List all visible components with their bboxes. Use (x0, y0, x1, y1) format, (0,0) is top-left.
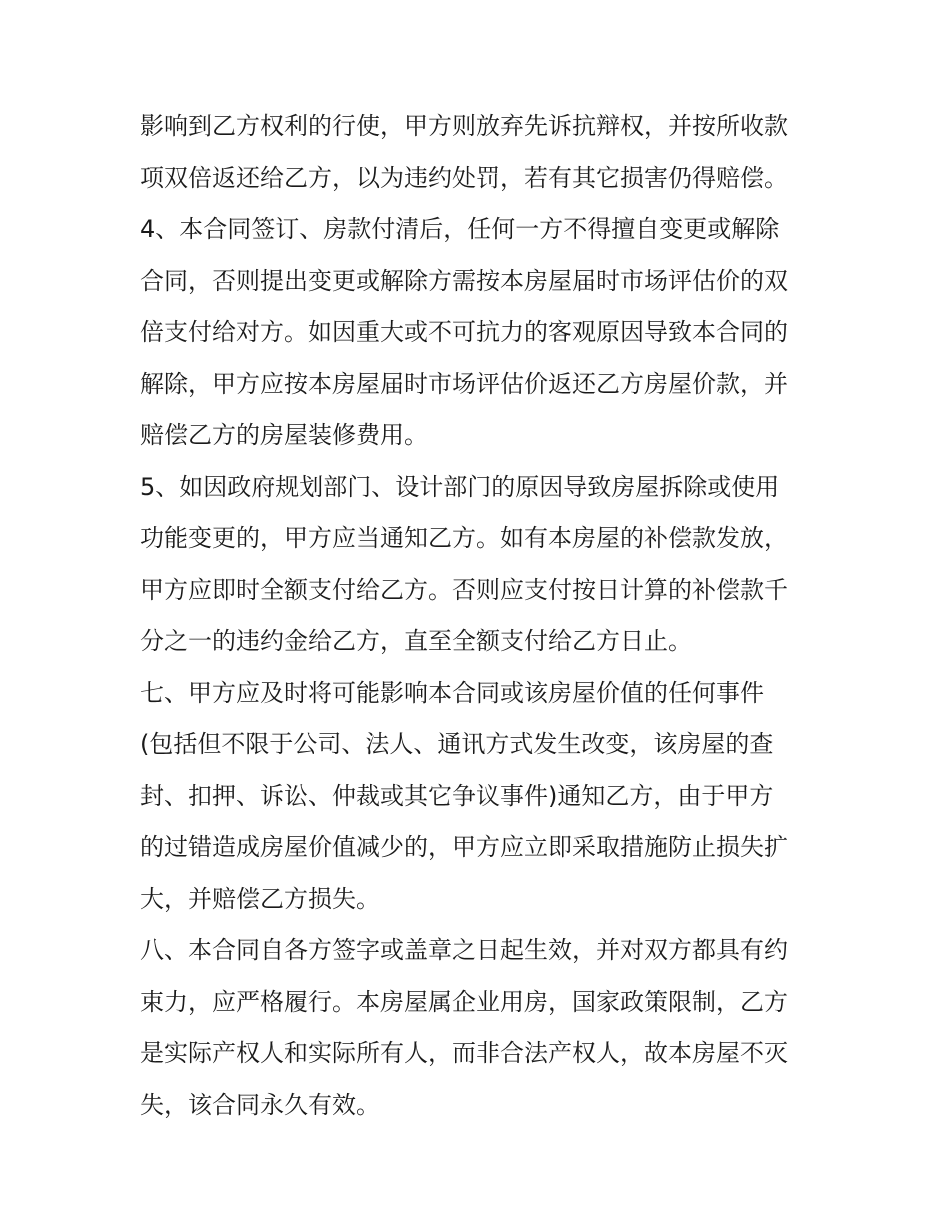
text-line: 大，并赔偿乙方损失。 (140, 884, 380, 913)
text-line: 项双倍返还给乙方，以为违约处罚，若有其它损害仍得赔偿。 (140, 163, 788, 192)
text-line: 5、如因政府规划部门、设计部门的原因导致房屋拆除或使用 (140, 472, 780, 501)
text-line: 分之一的违约金给乙方，直至全额支付给乙方日止。 (140, 627, 692, 655)
text-line: 八、本合同自各方签字或盖章之日起生效，并对双方都具有约 (140, 936, 788, 964)
text-line: 4、本合同签订、房款付清后，任何一方不得擅自变更或解除 (140, 215, 780, 243)
text-line: 赔偿乙方的房屋装修费用。 (140, 421, 428, 449)
text-line: 的过错造成房屋价值减少的，甲方应立即采取措施防止损失扩 (140, 833, 788, 861)
text-line: 解除，甲方应按本房屋届时市场评估价返还乙方房屋价款，并 (140, 369, 788, 398)
text-line: 甲方应即时全额支付给乙方。否则应支付按日计算的补偿款千 (140, 575, 788, 604)
text-line: 七、甲方应及时将可能影响本合同或该房屋价值的任何事件 (140, 678, 764, 707)
text-line: 失，该合同永久有效。 (140, 1090, 380, 1119)
contract-text-body (140, 101, 820, 1131)
text-line: 倍支付给对方。如因重大或不可抗力的客观原因导致本合同的 (140, 318, 788, 346)
text-line: 是实际产权人和实际所有人，而非合法产权人，故本房屋不灭 (140, 1039, 788, 1067)
text-line: 影响到乙方权利的行使，甲方则放弃先诉抗辩权，并按所收款 (140, 112, 788, 140)
text-line: 封、扣押、诉讼、仲裁或其它争议事件)通知乙方，由于甲方 (140, 781, 774, 810)
text-line: 功能变更的，甲方应当通知乙方。如有本房屋的补偿款发放， (140, 524, 788, 552)
text-line: (包括但不限于公司、法人、通讯方式发生改变，该房屋的查 (140, 730, 774, 758)
text-line: 束力，应严格履行。本房屋属企业用房，国家政策限制，乙方 (140, 987, 788, 1016)
text-line: 合同，否则提出变更或解除方需按本房屋届时市场评估价的双 (140, 266, 788, 295)
